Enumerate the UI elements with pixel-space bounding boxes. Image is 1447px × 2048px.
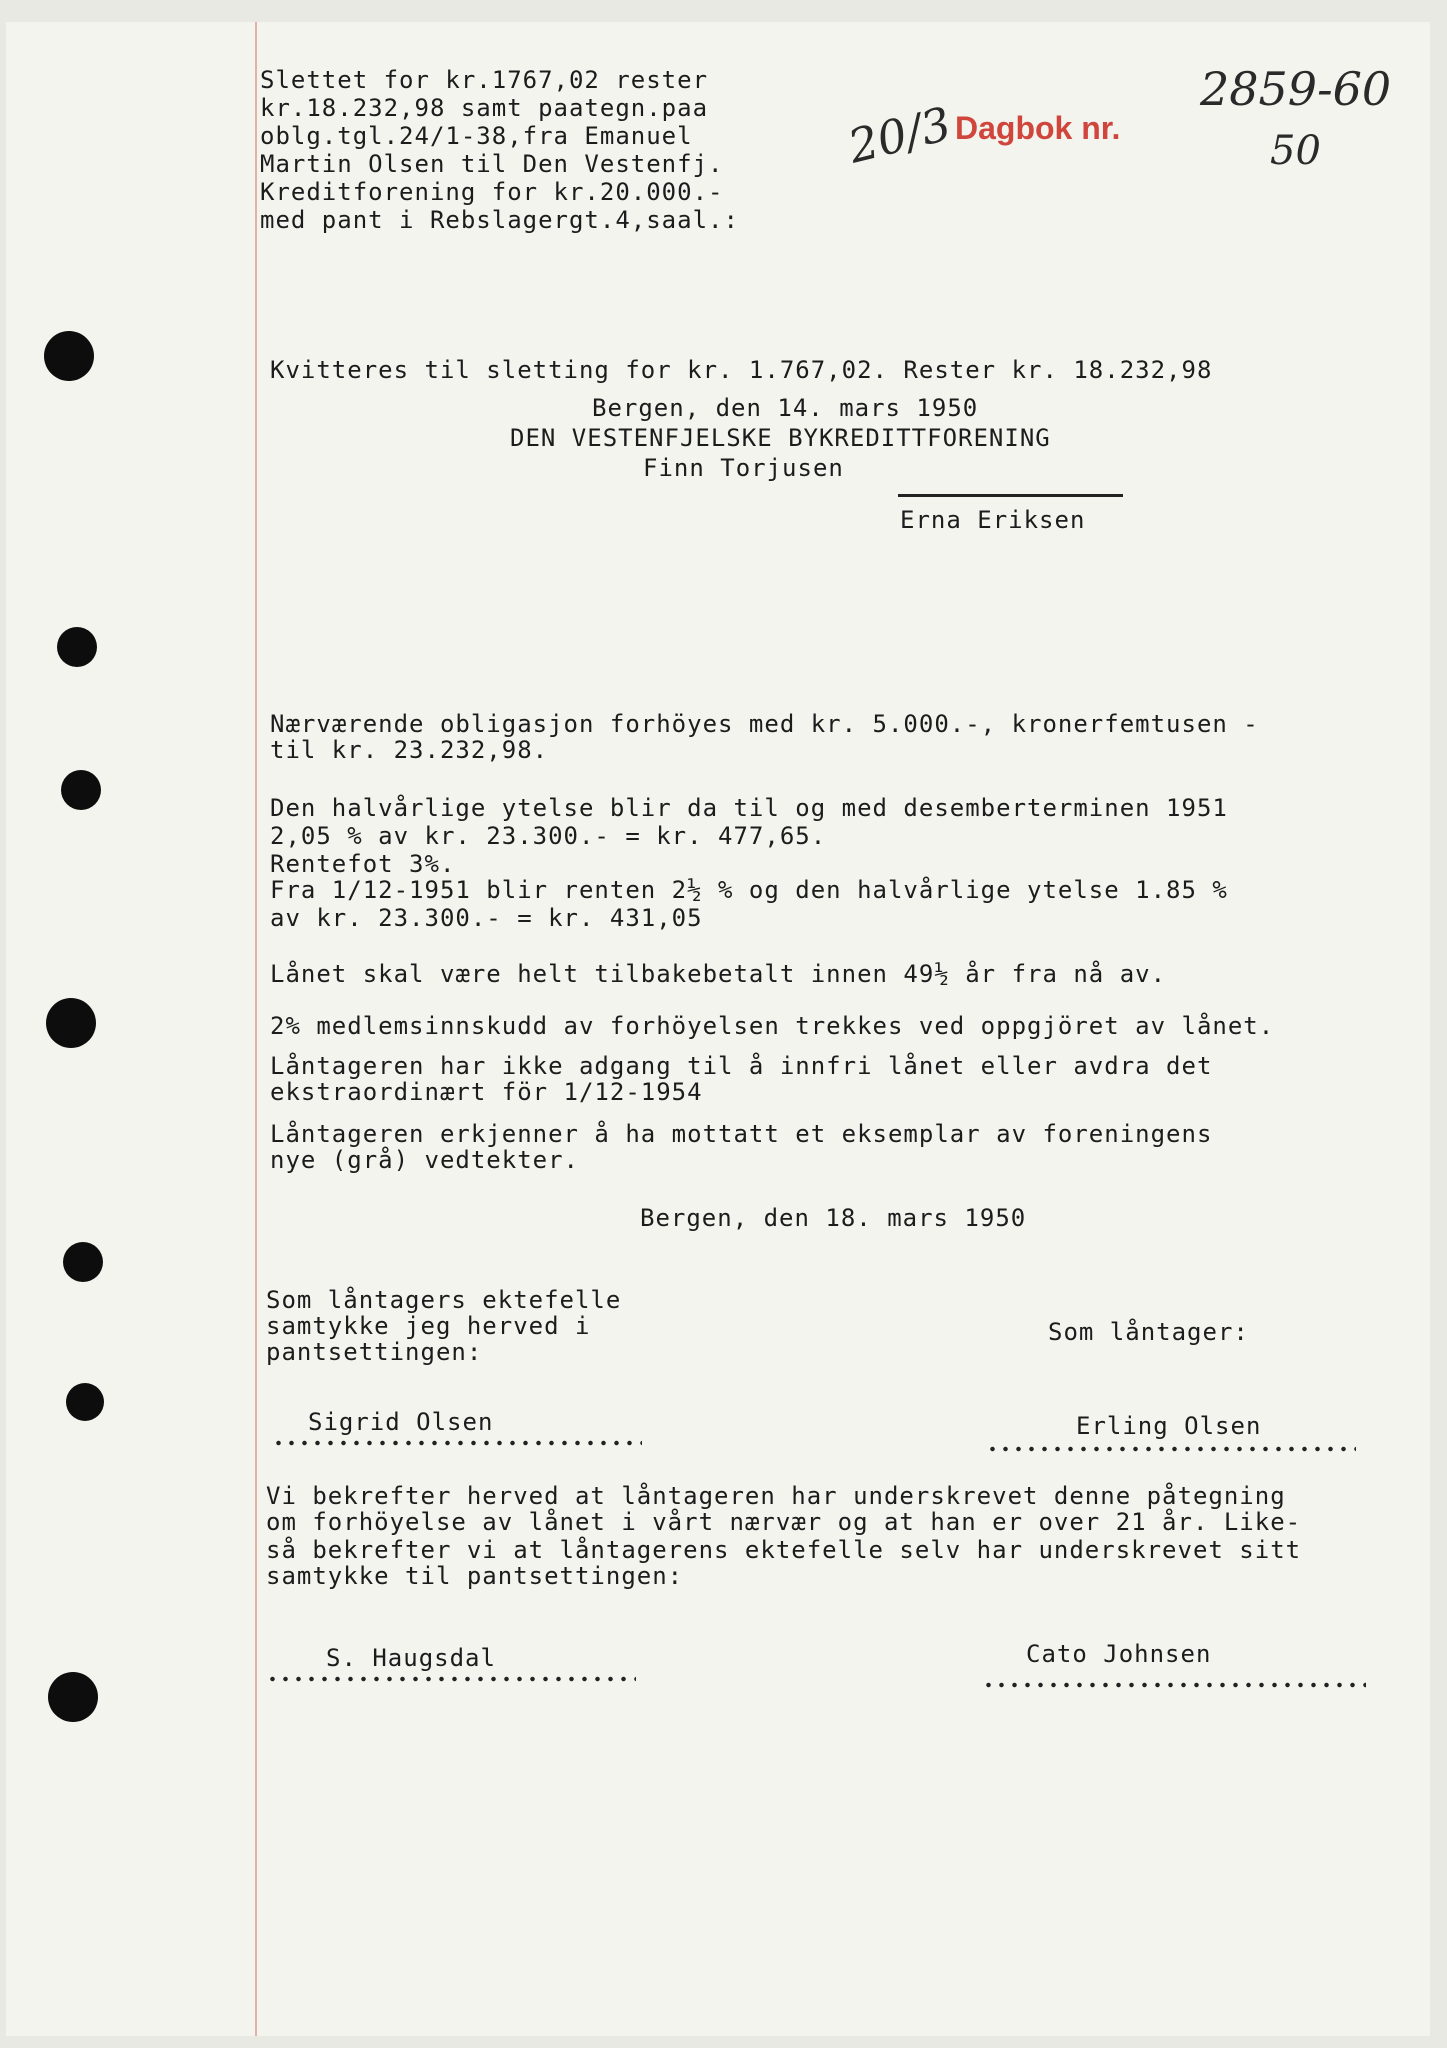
- body-paragraph-5: Låntageren har ikke adgang til å innfri lånet eller avdra det: [270, 1052, 1213, 1080]
- body-paragraph-2: Rentefot 3%.: [270, 850, 456, 878]
- spouse-label: samtykke jeg herved i: [266, 1312, 591, 1340]
- punch-hole: [46, 998, 96, 1048]
- stamp-sub-handwritten: 50: [1270, 128, 1321, 174]
- spouse-label: Som låntagers ektefelle: [266, 1286, 622, 1314]
- body-paragraph-5: ekstraordinært för 1/12-1954: [270, 1078, 703, 1106]
- witness-text: så bekrefter vi at låntagerens ektefelle selv har underskrevet sitt: [266, 1536, 1302, 1564]
- body-paragraph-2: av kr. 23.300.- = kr. 431,05: [270, 904, 703, 932]
- receipt-organization: DEN VESTENFJELSKE BYKREDITTFORENING: [510, 424, 1051, 452]
- signature-dotted-line: [986, 1446, 1356, 1452]
- body-paragraph-2: Den halvårlige ytelse blir da til og med desemberterminen 1951: [270, 794, 1228, 822]
- signature-rule: [898, 494, 1123, 497]
- punch-hole: [44, 331, 94, 381]
- punch-hole: [66, 1383, 104, 1421]
- punch-hole: [61, 770, 101, 810]
- body-paragraph-2: Fra 1/12-1951 blir renten 2½ % og den halvårlige ytelse 1.85 %: [270, 876, 1228, 904]
- signature-dotted-line: [266, 1676, 636, 1682]
- witness-2-signature: Cato Johnsen: [1026, 1640, 1212, 1668]
- body-place-date: Bergen, den 18. mars 1950: [640, 1204, 1027, 1232]
- body-paragraph-2: 2,05 % av kr. 23.300.- = kr. 477,65.: [270, 822, 827, 850]
- stamp-number-handwritten: 2859-60: [1200, 62, 1392, 116]
- header-note-line: Kreditforening for kr.20.000.-: [260, 178, 724, 206]
- signature-dotted-line: [272, 1440, 642, 1446]
- punch-hole: [57, 627, 97, 667]
- signature-dotted-line: [982, 1682, 1366, 1688]
- header-note-line: Martin Olsen til Den Vestenfj.: [260, 150, 724, 178]
- receipt-line: Kvitteres til sletting for kr. 1.767,02. Rester kr. 18.232,98: [270, 356, 1213, 384]
- witness-1-signature: S. Haugsdal: [326, 1644, 496, 1672]
- body-paragraph-3: Lånet skal være helt tilbakebetalt innen 49½ år fra nå av.: [270, 960, 1167, 988]
- body-paragraph-6: nye (grå) vedtekter.: [270, 1146, 579, 1174]
- body-paragraph-1: Nærværende obligasjon forhöyes med kr. 5.000.-, kronerfemtusen -: [270, 710, 1259, 738]
- witness-text: om forhöyelse av lånet i vårt nærvær og at han er over 21 år. Like-: [266, 1508, 1302, 1536]
- spouse-label: pantsettingen:: [266, 1338, 483, 1366]
- body-paragraph-1: til kr. 23.232,98.: [270, 736, 549, 764]
- header-note-line: Slettet for kr.1767,02 rester: [260, 66, 709, 94]
- punch-hole: [48, 1672, 98, 1722]
- header-note-line: oblg.tgl.24/1-38,fra Emanuel: [260, 122, 693, 150]
- dagbok-stamp: Dagbok nr.: [955, 110, 1121, 146]
- margin-line: [255, 22, 257, 2036]
- receipt-signer: Finn Torjusen: [643, 454, 844, 482]
- receipt-signature: Erna Eriksen: [900, 506, 1086, 534]
- stamp-date-handwritten: 20/3: [843, 96, 957, 174]
- punch-hole: [63, 1242, 103, 1282]
- spouse-signature: Sigrid Olsen: [308, 1408, 494, 1436]
- borrower-signature: Erling Olsen: [1076, 1412, 1262, 1440]
- witness-text: samtykke til pantsettingen:: [266, 1562, 684, 1590]
- receipt-place-date: Bergen, den 14. mars 1950: [592, 394, 979, 422]
- header-note-line: med pant i Rebslagergt.4,saal.:: [260, 206, 739, 234]
- body-paragraph-6: Låntageren erkjenner å ha mottatt et eksemplar av foreningens: [270, 1120, 1213, 1148]
- witness-text: Vi bekrefter herved at låntageren har underskrevet denne påtegning: [266, 1482, 1286, 1510]
- body-paragraph-4: 2% medlemsinnskudd av forhöyelsen trekkes ved oppgjöret av lånet.: [270, 1012, 1275, 1040]
- borrower-label: Som låntager:: [1048, 1318, 1249, 1346]
- header-note-line: kr.18.232,98 samt paategn.paa: [260, 94, 709, 122]
